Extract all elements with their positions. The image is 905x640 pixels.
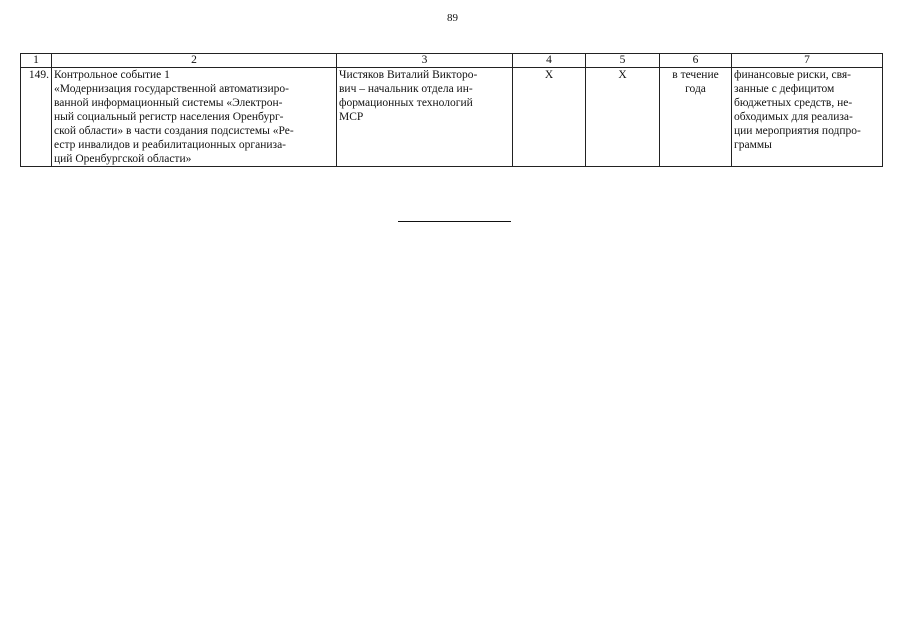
header-col-7: 7 — [732, 54, 883, 68]
risks-line: финансовые риски, свя- — [734, 69, 852, 81]
responsible-line: Чистяков Виталий Викторо- — [339, 69, 478, 81]
responsible-line: МСР — [339, 111, 364, 123]
description-line: ванной информационный системы «Электрон- — [54, 97, 283, 109]
risks-line: граммы — [734, 139, 772, 151]
description-line: естр инвалидов и реабилитационных организа- — [54, 139, 286, 151]
risks-line: обходимых для реализа- — [734, 111, 853, 123]
header-col-3: 3 — [337, 54, 513, 68]
description-line: ный социальный регистр населения Оренбург- — [54, 111, 284, 123]
risks-line: ции мероприятия подпро- — [734, 125, 861, 137]
risks-line: занные с дефицитом — [734, 83, 835, 95]
timing-line: в течение — [672, 69, 719, 81]
responsible-line: вич – начальник отдела ин- — [339, 83, 473, 95]
responsible-line: формационных технологий — [339, 97, 473, 109]
description-line: ской области» в части создания подсистемы «Ре- — [54, 125, 294, 137]
timing-line: года — [685, 83, 706, 95]
end-of-document-rule — [398, 221, 511, 222]
timing — [660, 68, 732, 167]
col-5-value: Х — [586, 68, 660, 167]
header-col-2: 2 — [52, 54, 337, 68]
header-col-5: 5 — [586, 54, 660, 68]
header-col-4: 4 — [513, 54, 586, 68]
description-line: «Модернизация государственной автоматизиро- — [54, 83, 289, 95]
header-col-6: 6 — [660, 54, 732, 68]
table-row — [21, 68, 883, 167]
event-description — [52, 68, 337, 167]
risks-line: бюджетных средств, не- — [734, 97, 853, 109]
control-events-table — [20, 53, 883, 167]
description-line: ций Оренбургской области» — [54, 153, 192, 165]
responsible-person — [337, 68, 513, 167]
description-line: Контрольное событие 1 — [54, 69, 170, 81]
header-col-1: 1 — [21, 54, 52, 68]
risks — [732, 68, 883, 167]
page-number: 89 — [447, 12, 458, 24]
table-header-row — [21, 54, 883, 68]
col-4-value: Х — [513, 68, 586, 167]
row-number: 149. — [21, 68, 52, 167]
